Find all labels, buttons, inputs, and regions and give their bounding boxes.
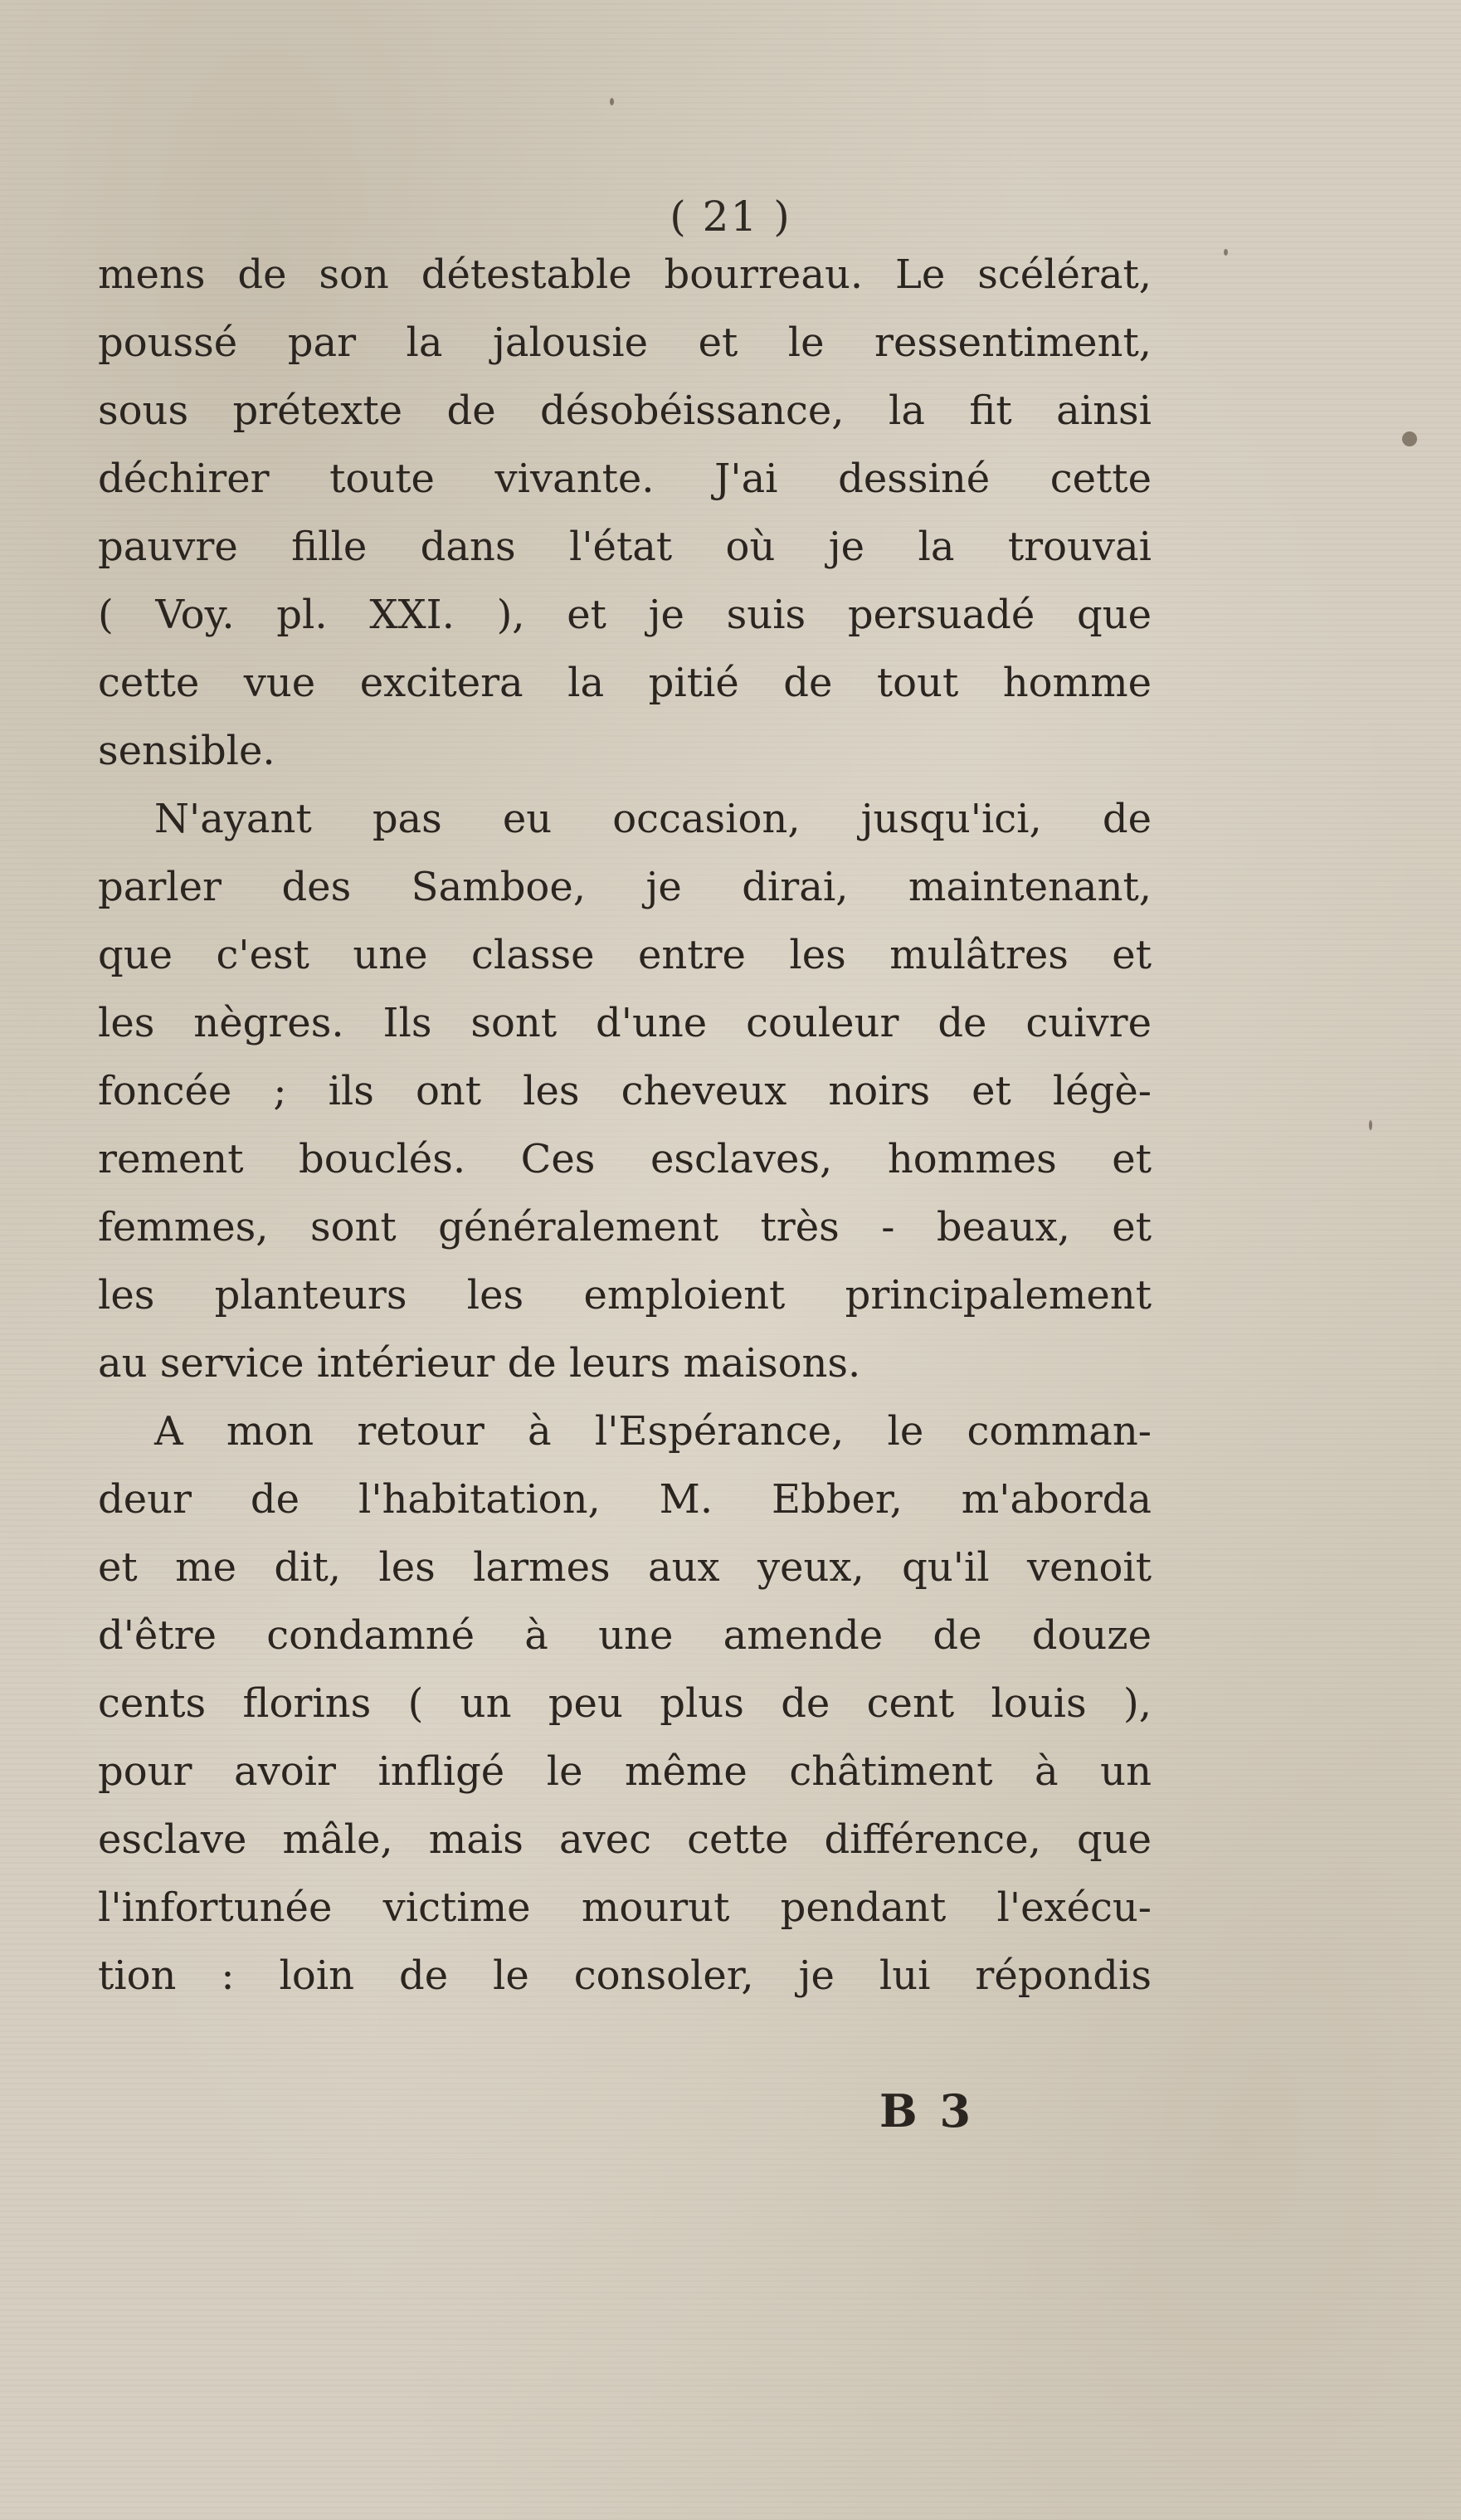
text-line: d'être condamné à une amende de douze [98, 1612, 1152, 1659]
text-line: déchirer toute vivante. J'ai dessiné cette [98, 456, 1152, 502]
text-line: mens de son détestable bourreau. Le scélérat, [98, 251, 1152, 298]
text-line: esclave mâle, mais avec cette différence, que [98, 1816, 1152, 1863]
text-line: cette vue excitera la pitié de tout homme [98, 660, 1152, 706]
text-line: tion : loin de le consoler, je lui répondis [98, 1952, 1152, 1999]
text-line-paragraph-start: N'ayant pas eu occasion, jusqu'ici, de [154, 796, 1152, 842]
text-line: pour avoir infligé le même châtiment à un [98, 1748, 1152, 1795]
text-line: l'infortunée victime mourut pendant l'exécu- [98, 1884, 1152, 1931]
text-line: ( Voy. pl. XXI. ), et je suis persuadé que [98, 592, 1152, 638]
text-line: et me dit, les larmes aux yeux, qu'il venoit [98, 1544, 1152, 1591]
signature-mark: B 3 [879, 2084, 975, 2137]
text-line: les planteurs les emploient principalement [98, 1272, 1152, 1318]
paper-speck [1224, 249, 1228, 256]
text-line: deur de l'habitation, M. Ebber, m'aborda [98, 1476, 1152, 1523]
text-line: foncée ; ils ont les cheveux noirs et légè- [98, 1068, 1152, 1114]
text-line: pauvre fille dans l'état où je la trouvai [98, 524, 1152, 570]
text-line: sous prétexte de désobéissance, la fit ainsi [98, 388, 1152, 434]
text-line: que c'est une classe entre les mulâtres et [98, 932, 1152, 978]
paper-speck [1369, 1120, 1372, 1130]
text-line: cents florins ( un peu plus de cent louis ), [98, 1680, 1152, 1727]
paper-speck [610, 98, 614, 105]
page-number: ( 21 ) [670, 193, 791, 241]
text-line: les nègres. Ils sont d'une couleur de cuivre [98, 1000, 1152, 1046]
body-text [98, 241, 1152, 2010]
text-line: rement bouclés. Ces esclaves, hommes et [98, 1136, 1152, 1182]
text-line-paragraph-end: sensible. [98, 728, 275, 774]
text-line: femmes, sont généralement très - beaux, et [98, 1204, 1152, 1250]
text-line-paragraph-end: au service intérieur de leurs maisons. [98, 1340, 861, 1387]
text-line: parler des Samboe, je dirai, maintenant, [98, 864, 1152, 910]
text-line: poussé par la jalousie et le ressentiment, [98, 319, 1152, 366]
paper-speck [1402, 431, 1417, 446]
text-line-paragraph-start: A mon retour à l'Espérance, le comman- [154, 1408, 1152, 1455]
